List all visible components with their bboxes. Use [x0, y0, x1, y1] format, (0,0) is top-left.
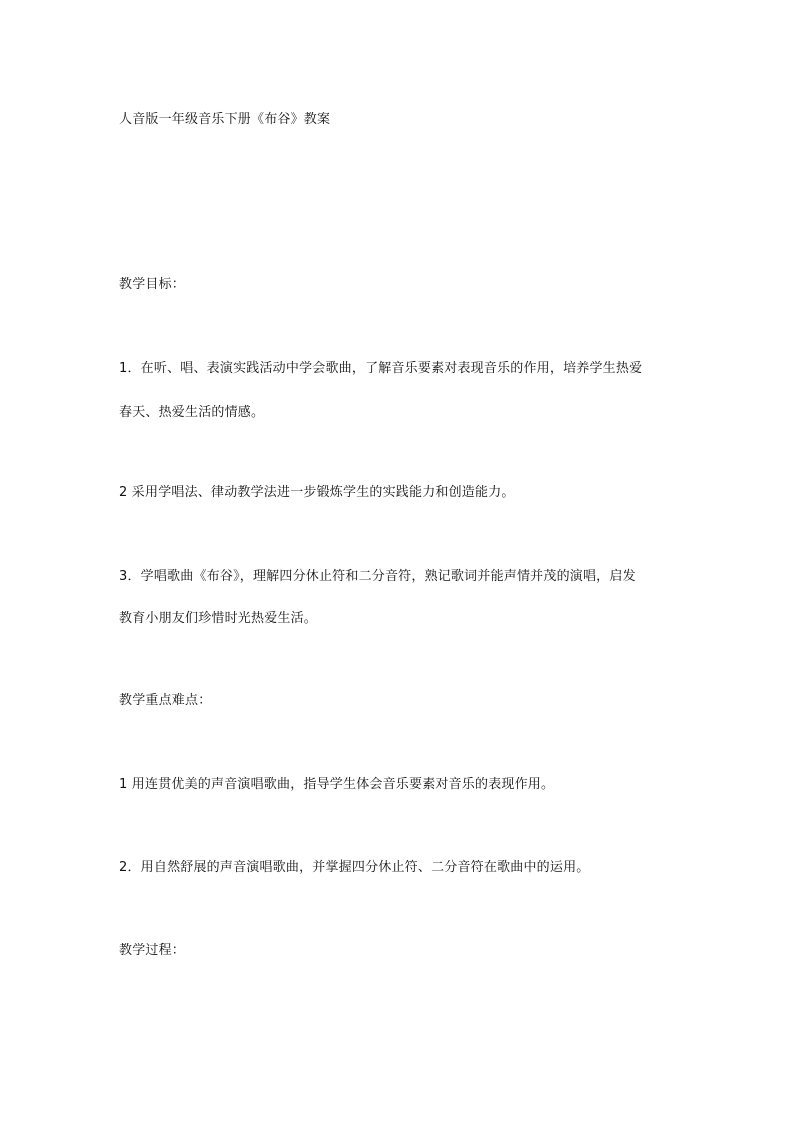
objective-2: 2 采用学唱法、律动教学法进一步锻炼学生的实践能力和创造能力。 — [119, 485, 515, 500]
key-point-1: 1 用连贯优美的声音演唱歌曲，指导学生体会音乐要素对音乐的表现作用。 — [119, 777, 555, 792]
objective-1-line-1: 1．在听、唱、表演实践活动中学会歌曲，了解音乐要素对表现音乐的作用，培养学生热爱 — [119, 361, 643, 376]
document-title: 人音版一年级音乐下册《布谷》教案 — [119, 112, 331, 127]
key-point-2: 2．用自然舒展的声音演唱歌曲，并掌握四分休止符、二分音符在歌曲中的运用。 — [119, 860, 590, 875]
key-points-heading: 教学重点难点： — [119, 693, 212, 708]
objectives-heading: 教学目标： — [119, 277, 186, 292]
process-heading: 教学过程： — [119, 943, 186, 958]
objective-1-line-2: 春天、热爱生活的情感。 — [119, 405, 265, 420]
objective-3-line-1: 3．学唱歌曲《布谷》，理解四分休止符和二分音符，熟记歌词并能声情并茂的演唱，启发 — [119, 569, 636, 584]
objective-3-line-2: 教育小朋友们珍惜时光热爱生活。 — [119, 611, 318, 626]
